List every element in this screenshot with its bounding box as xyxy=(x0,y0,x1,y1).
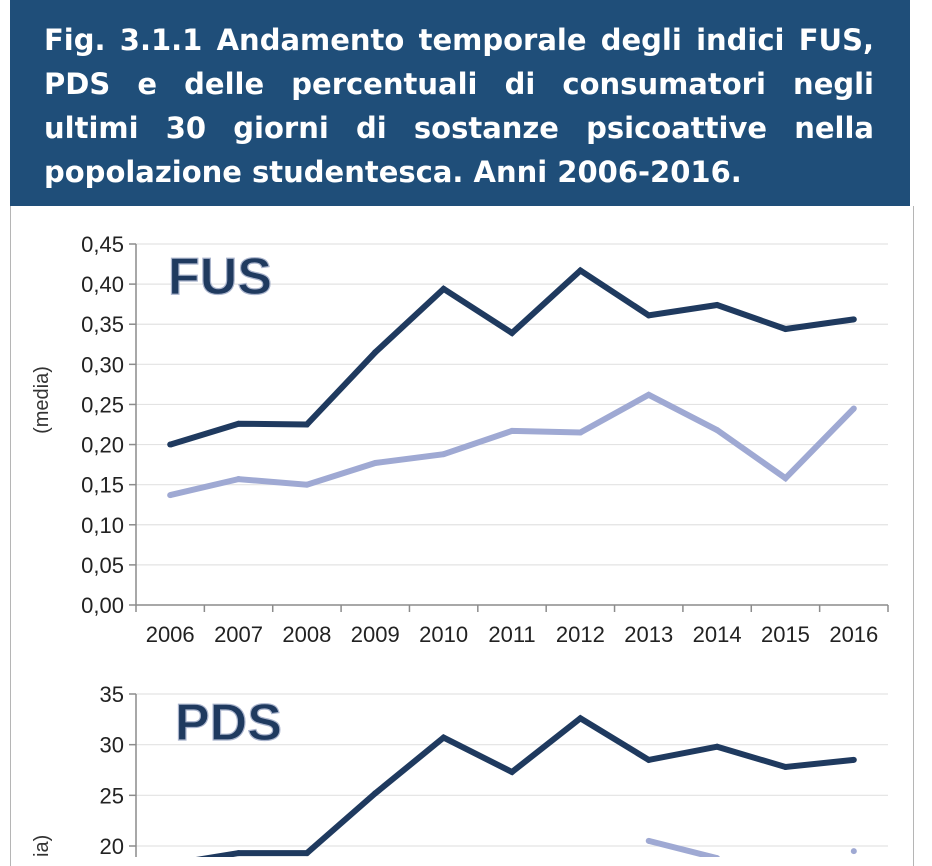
p2-series-1-point xyxy=(646,757,652,763)
p1-series-1-point xyxy=(851,316,857,322)
p1-x-tick-label: 2013 xyxy=(624,622,674,647)
p2-series-2-point xyxy=(646,838,652,844)
p1-y-tick-label: 0,40 xyxy=(81,272,124,298)
fus-x-tick-labels xyxy=(146,622,879,647)
p2-y-tick-label: 30 xyxy=(99,732,124,758)
p1-series-2-point xyxy=(509,428,515,434)
fus-y-tick-labels xyxy=(81,232,124,618)
p1-series-2-point xyxy=(167,492,173,498)
p1-x-tick-label: 2009 xyxy=(350,622,400,647)
p1-series-1-point xyxy=(304,422,310,428)
p1-x-tick-label: 2012 xyxy=(555,622,605,647)
p1-series-1-point xyxy=(714,302,720,308)
p1-series-2-point xyxy=(441,451,447,457)
p1-y-tick-label: 0,25 xyxy=(81,392,124,418)
fus-panel-label: FUS xyxy=(168,248,272,306)
p1-series-1-point xyxy=(167,442,173,448)
p1-series-2-point xyxy=(304,482,310,488)
p1-x-tick-label: 2015 xyxy=(760,622,810,647)
p1-y-tick-label: 0,00 xyxy=(81,593,124,618)
p2-series-1-point xyxy=(714,744,720,750)
pds-y-axis-label: ia) xyxy=(31,834,53,857)
p2-series-1-point xyxy=(441,735,447,741)
p1-y-tick-label: 0,20 xyxy=(81,432,124,458)
p1-series-1-line xyxy=(170,271,854,445)
p2-y-tick-label: 25 xyxy=(99,783,124,809)
p1-series-2-point xyxy=(714,427,720,433)
p1-y-tick-label: 0,15 xyxy=(81,472,124,498)
p2-series-1-point xyxy=(851,757,857,763)
p1-series-1-point xyxy=(782,326,788,332)
p1-y-tick-label: 0,35 xyxy=(81,312,124,338)
p1-y-tick-label: 0,30 xyxy=(81,352,124,378)
p1-x-tick-label: 2014 xyxy=(692,622,742,647)
p1-series-1-point xyxy=(646,312,652,318)
pds-y-tick-labels xyxy=(100,682,124,857)
p1-x-tick-label: 2010 xyxy=(419,622,469,647)
fus-x-ticks xyxy=(136,605,888,612)
figure-title: Fig. 3.1.1 Andamento temporale degli indici FUS, PDS e delle percentuali di consumatori negli ultimi 30 giorni di sostanze psicoattive nella popolazione studentesca. Anni 2006-2016. xyxy=(44,23,874,189)
p1-x-tick-label: 2008 xyxy=(282,622,332,647)
pds-panel-label: PDS xyxy=(175,694,282,752)
p1-series-2-point xyxy=(646,392,652,398)
p2-series-1-point xyxy=(782,764,788,770)
p1-x-tick-label: 2007 xyxy=(214,622,264,647)
p1-series-1-point xyxy=(236,421,242,427)
p2-series-1-point xyxy=(577,715,583,721)
p2-series-1-point xyxy=(304,850,310,856)
fus-y-axis-label: (media) xyxy=(31,366,53,434)
p1-series-1-point xyxy=(372,349,378,355)
fus-panel xyxy=(31,232,888,647)
p1-x-tick-label: 2016 xyxy=(829,622,879,647)
p2-series-1-point xyxy=(372,790,378,796)
p1-series-2-point xyxy=(851,405,857,411)
pds-panel xyxy=(31,682,888,857)
p2-series-2-point xyxy=(851,848,857,854)
p1-series-2-point xyxy=(577,430,583,436)
p1-x-tick-label: 2006 xyxy=(145,622,195,647)
p1-series-2-point xyxy=(236,476,242,482)
p2-y-tick-label: 35 xyxy=(99,682,124,707)
p2-series-1-point xyxy=(509,769,515,775)
p1-y-tick-label: 0,05 xyxy=(81,552,124,578)
p1-x-tick-label: 2011 xyxy=(488,622,536,647)
p2-series-2-line xyxy=(649,841,717,857)
p2-y-tick-label: 20 xyxy=(99,834,124,857)
p1-series-1-point xyxy=(577,267,583,273)
p2-series-1-point xyxy=(236,850,242,856)
p1-series-1-point xyxy=(509,330,515,336)
p1-y-tick-label: 0,10 xyxy=(81,512,124,538)
p1-y-tick-label: 0,45 xyxy=(81,232,124,257)
p1-series-1-point xyxy=(441,286,447,292)
p1-series-2-point xyxy=(372,460,378,466)
p1-series-2-point xyxy=(782,475,788,481)
